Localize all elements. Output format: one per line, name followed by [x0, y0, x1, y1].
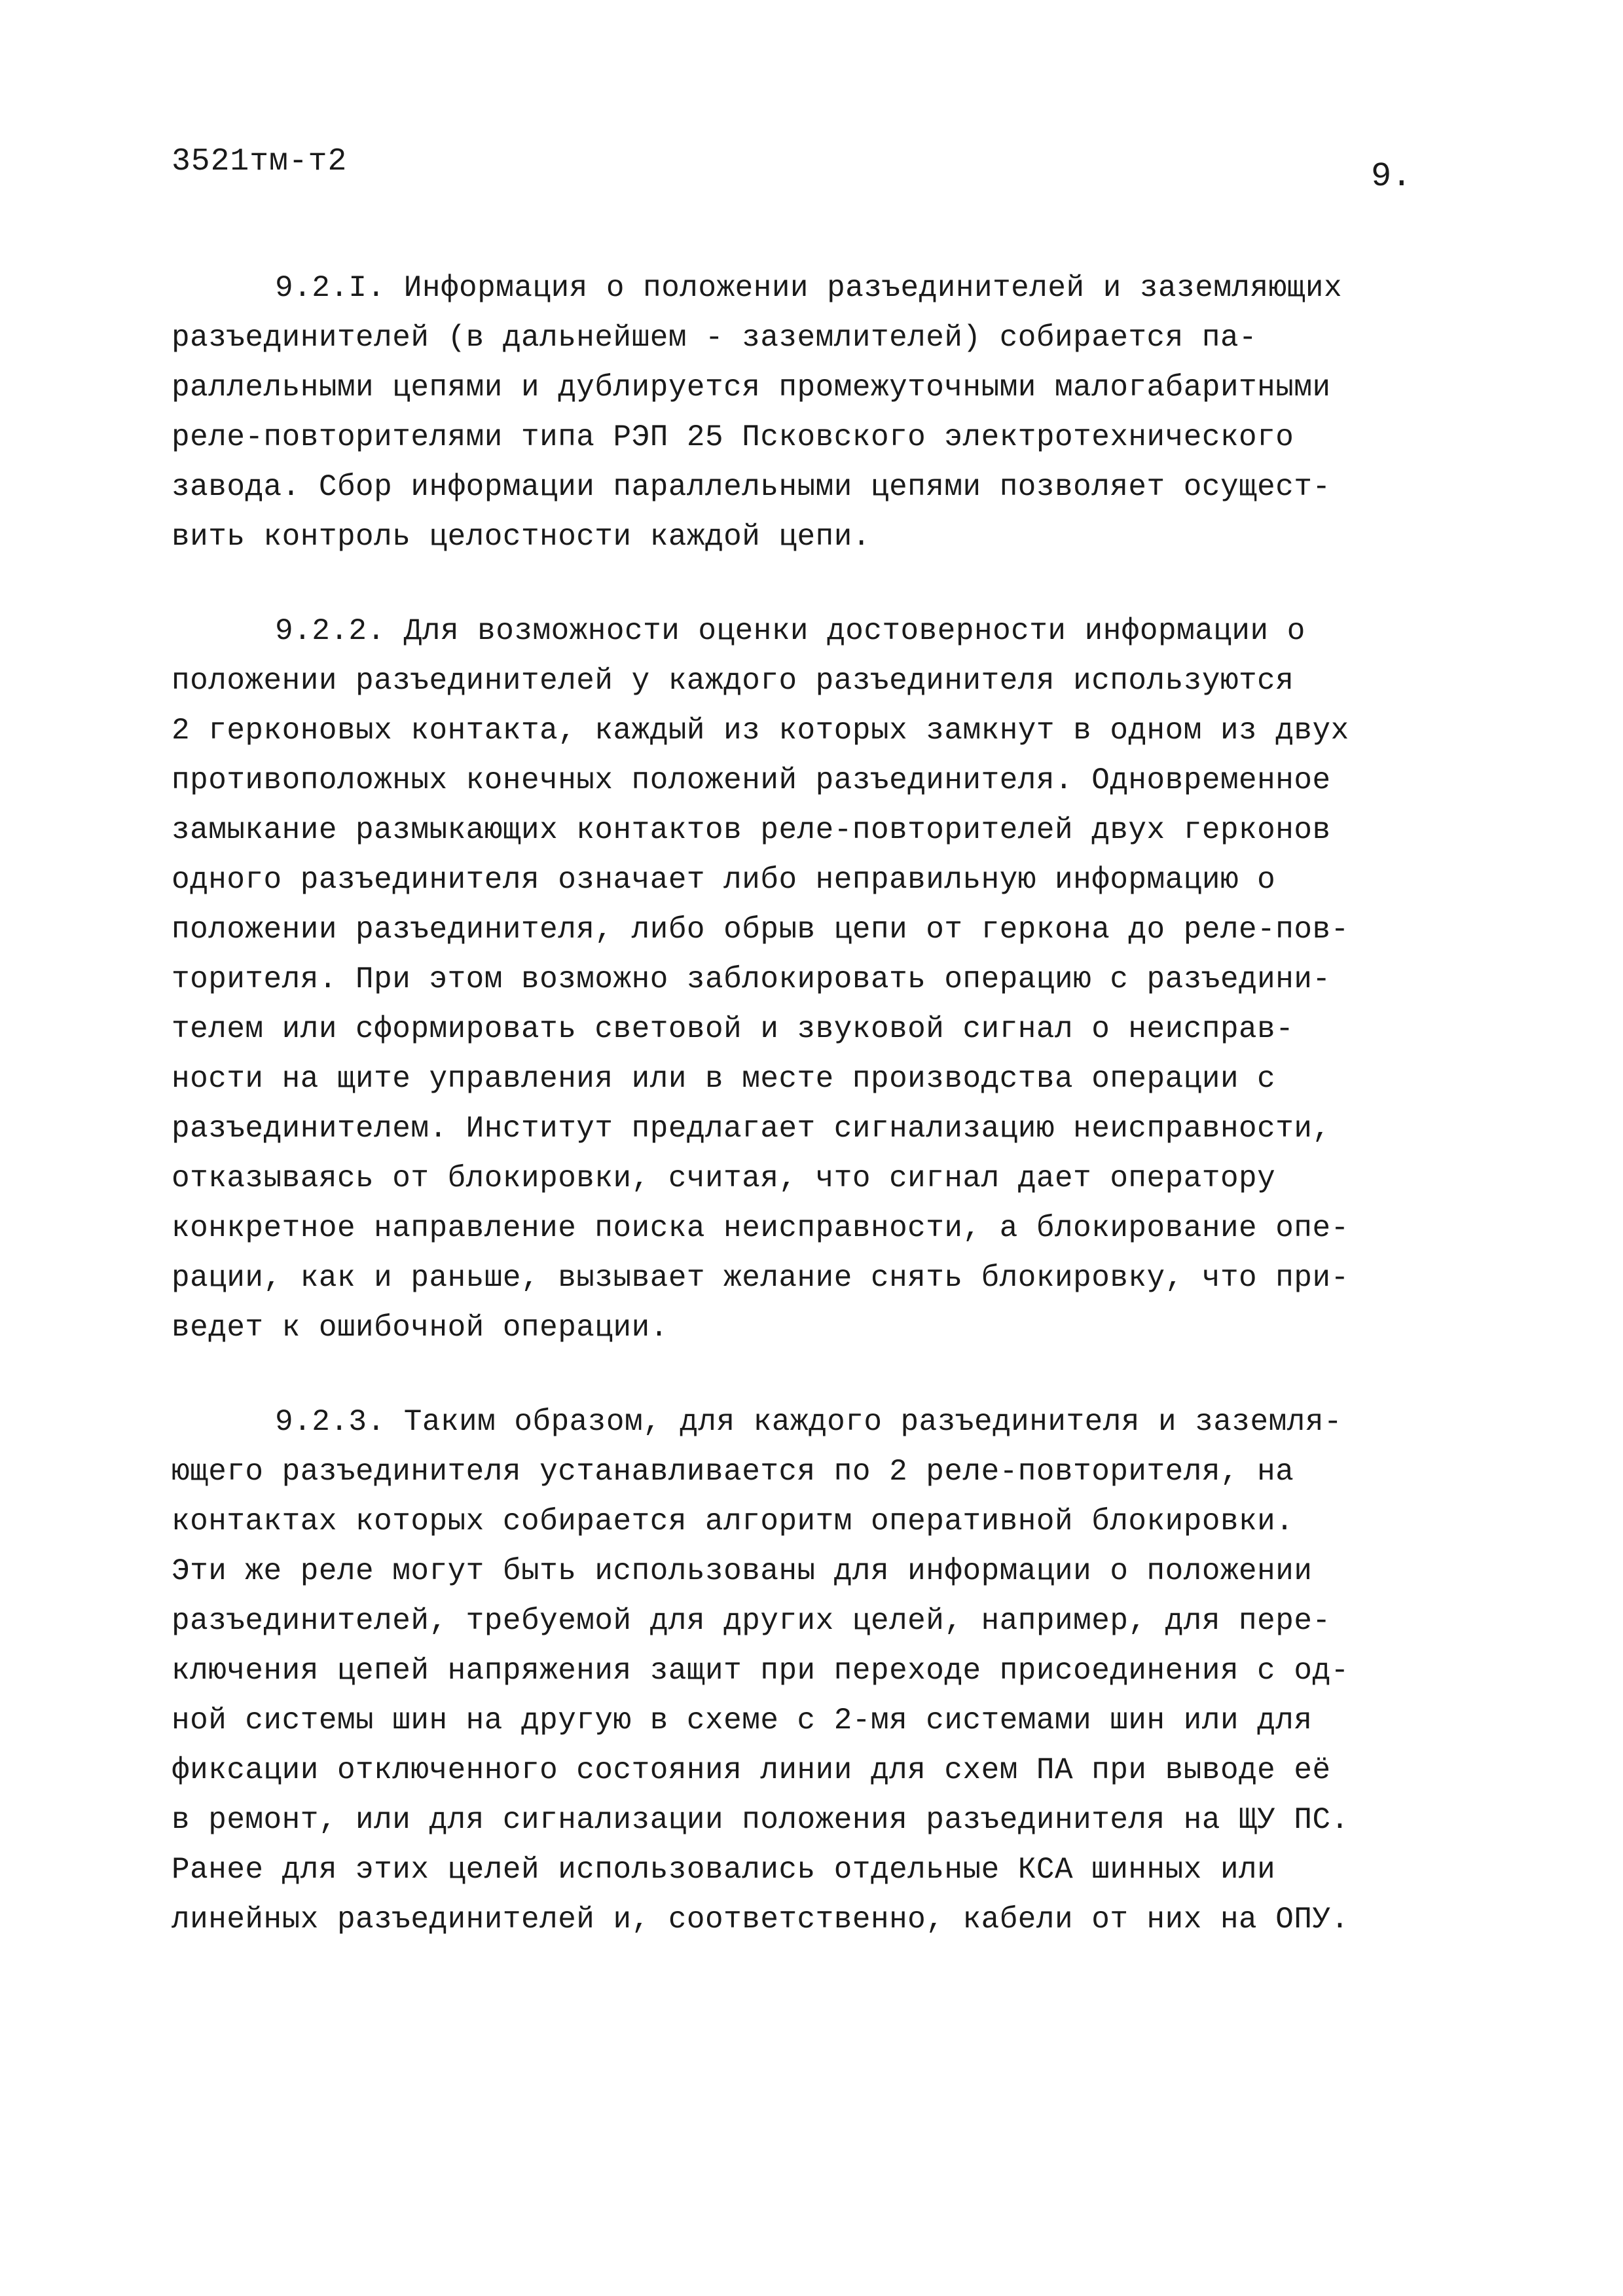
text-line: ключения цепей напряжения защит при переходе присоединения с од- — [172, 1654, 1349, 1688]
text-line: ности на щите управления или в месте производства операции с — [172, 1062, 1276, 1096]
text-line: положении разъединителей у каждого разъединителя используются — [172, 664, 1294, 698]
text-line: разъединителей (в дальнейшем - заземлителей) собирается па- — [172, 321, 1258, 355]
paragraph-9-2-2 — [172, 606, 1481, 1353]
text-line: реле-повторителями типа РЭП 25 Псковского электротехнического — [172, 420, 1294, 454]
body-text — [172, 263, 1481, 1944]
text-line: в ремонт, или для сигнализации положения разъединителя на ЩУ ПС. — [172, 1803, 1349, 1837]
text-line: 9.2.I. Информация о положении разъединителей и заземляющих — [275, 271, 1343, 305]
text-line: линейных разъединителей и, соответственно, кабели от них на ОПУ. — [172, 1903, 1349, 1937]
text-line: разъединителей, требуемой для других целей, например, для пере- — [172, 1604, 1331, 1638]
text-line: Эти же реле могут быть использованы для информации о положении — [172, 1554, 1313, 1588]
text-line: 9.2.2. Для возможности оценки достоверности информации о — [275, 614, 1305, 648]
text-line: одного разъединителя означает либо неправильную информацию о — [172, 863, 1276, 897]
text-line: замыкание размыкающих контактов реле-повторителей двух герконов — [172, 813, 1331, 847]
text-line: раллельными цепями и дублируется промежуточными малогабаритными — [172, 371, 1331, 405]
text-line: завода. Сбор информации параллельными цепями позволяет осущест- — [172, 470, 1331, 504]
text-line: телем или сформировать световой и звуковой сигнал о неисправ- — [172, 1012, 1294, 1046]
document-code: 3521тм-т2 — [172, 144, 348, 179]
text-line: ющего разъединителя устанавливается по 2 реле-повторителя, на — [172, 1455, 1294, 1489]
text-line: положении разъединителя, либо обрыв цепи от геркона до реле-пов- — [172, 913, 1349, 947]
text-line: конкретное направление поиска неисправности, а блокирование опе- — [172, 1211, 1349, 1245]
text-line: ведет к ошибочной операции. — [172, 1311, 668, 1345]
text-line: контактах которых собирается алгоритм оперативной блокировки. — [172, 1504, 1294, 1539]
text-line: торителя. При этом возможно заблокировать операцию с разъедини- — [172, 962, 1331, 996]
paragraph-9-2-3 — [172, 1397, 1481, 1944]
text-line: вить контроль целостности каждой цепи. — [172, 520, 871, 554]
text-line: ной системы шин на другую в схеме с 2-мя системами шин или для — [172, 1704, 1313, 1738]
text-line: противоположных конечных положений разъединителя. Одновременное — [172, 763, 1331, 797]
text-line: фиксации отключенного состояния линии для схем ПА при выводе её — [172, 1753, 1331, 1787]
text-line: отказываясь от блокировки, считая, что сигнал дает оператору — [172, 1161, 1276, 1195]
text-line: рации, как и раньше, вызывает желание снять блокировку, что при- — [172, 1261, 1349, 1295]
text-line: разъединителем. Институт предлагает сигнализацию неисправности, — [172, 1112, 1331, 1146]
page-number: 9. — [1371, 157, 1412, 196]
text-line: Ранее для этих целей использовались отдельные КСА шинных или — [172, 1853, 1276, 1887]
paragraph-9-2-1 — [172, 263, 1481, 562]
text-line: 9.2.3. Таким образом, для каждого разъединителя и заземля- — [275, 1405, 1343, 1439]
text-line: 2 герконовых контакта, каждый из которых замкнут в одном из двух — [172, 714, 1349, 748]
